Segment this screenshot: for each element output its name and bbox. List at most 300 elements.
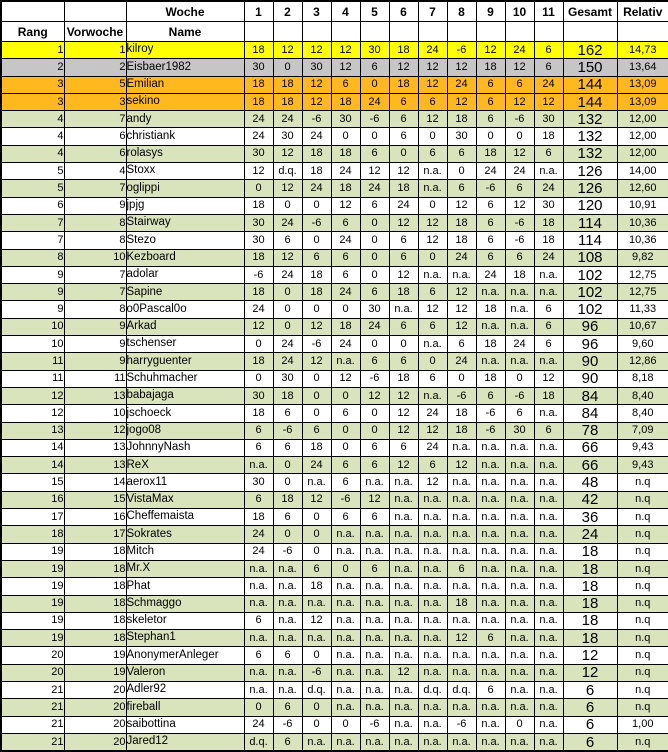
cell-rang[interactable]: 15: [1, 474, 64, 491]
cell-week-3[interactable]: 6: [302, 422, 331, 439]
cell-gesamt[interactable]: 18: [563, 543, 617, 560]
cell-week-4[interactable]: 12: [331, 59, 360, 76]
cell-relativ[interactable]: 8,40: [617, 387, 668, 404]
cell-week-3[interactable]: 0: [302, 301, 331, 318]
cell-week-2[interactable]: n.a.: [273, 578, 302, 595]
cell-week-8[interactable]: 12: [447, 318, 476, 335]
cell-relativ[interactable]: n.q: [617, 664, 668, 681]
cell-gesamt[interactable]: 36: [563, 509, 617, 526]
cell-week-6[interactable]: n.a.: [389, 733, 418, 751]
cell-week-2[interactable]: 0: [273, 474, 302, 491]
cell-week-11[interactable]: n.a.: [534, 266, 563, 283]
cell-week-9[interactable]: 6: [476, 93, 505, 110]
cell-week-7[interactable]: n.a.: [418, 266, 447, 283]
cell-week-5[interactable]: 6: [360, 145, 389, 162]
cell-week-5[interactable]: 6: [360, 560, 389, 577]
cell-week-4[interactable]: 18: [331, 145, 360, 162]
cell-week-8[interactable]: 12: [447, 93, 476, 110]
cell-week-9[interactable]: n.a.: [476, 699, 505, 716]
cell-week-11[interactable]: 18: [534, 214, 563, 231]
cell-vorwoche[interactable]: 18: [64, 595, 126, 612]
header-week-9[interactable]: 9: [476, 1, 505, 22]
cell-week-2[interactable]: 6: [273, 699, 302, 716]
cell-name[interactable]: Adler92: [126, 681, 244, 698]
cell-rang[interactable]: 4: [1, 145, 64, 162]
cell-gesamt[interactable]: 84: [563, 387, 617, 404]
cell-relativ[interactable]: 13,09: [617, 93, 668, 110]
cell-week-10[interactable]: n.a.: [505, 284, 534, 301]
cell-rang[interactable]: 21: [1, 681, 64, 698]
cell-week-1[interactable]: n.a.: [244, 457, 273, 474]
cell-week-2[interactable]: 18: [273, 387, 302, 404]
cell-name[interactable]: Emilian: [126, 76, 244, 93]
cell-gesamt[interactable]: 96: [563, 336, 617, 353]
cell-week-2[interactable]: 24: [273, 266, 302, 283]
cell-name[interactable]: Mitch: [126, 543, 244, 560]
cell-week-1[interactable]: 6: [244, 612, 273, 629]
cell-week-2[interactable]: 12: [273, 249, 302, 266]
cell-week-2[interactable]: 6: [273, 733, 302, 751]
cell-week-3[interactable]: 18: [302, 266, 331, 283]
cell-week-10[interactable]: n.a.: [505, 491, 534, 508]
cell-week-9[interactable]: n.a.: [476, 457, 505, 474]
cell-week-9[interactable]: 6: [476, 249, 505, 266]
cell-relativ[interactable]: 9,60: [617, 336, 668, 353]
cell-week-5[interactable]: 24: [360, 318, 389, 335]
cell-week-2[interactable]: n.a.: [273, 560, 302, 577]
cell-week-8[interactable]: n.a.: [447, 543, 476, 560]
cell-gesamt[interactable]: 6: [563, 716, 617, 733]
cell-name[interactable]: Sokrates: [126, 526, 244, 543]
cell-rang[interactable]: 4: [1, 128, 64, 145]
cell-week-5[interactable]: n.a.: [360, 664, 389, 681]
cell-week-3[interactable]: 0: [302, 716, 331, 733]
cell-gesamt[interactable]: 102: [563, 301, 617, 318]
cell-name[interactable]: Schuhmacher: [126, 370, 244, 387]
cell-week-2[interactable]: 0: [273, 197, 302, 214]
cell-week-4[interactable]: 6: [331, 214, 360, 231]
cell-name[interactable]: Schmaggo: [126, 595, 244, 612]
cell-week-5[interactable]: n.a.: [360, 578, 389, 595]
cell-rang[interactable]: 1: [1, 42, 64, 59]
cell-week-4[interactable]: 18: [331, 180, 360, 197]
cell-name[interactable]: skeletor: [126, 612, 244, 629]
cell-week-10[interactable]: n.a.: [505, 560, 534, 577]
cell-week-6[interactable]: n.a.: [389, 578, 418, 595]
cell-week-6[interactable]: n.a.: [389, 474, 418, 491]
cell-relativ[interactable]: n.q: [617, 526, 668, 543]
cell-relativ[interactable]: 10,91: [617, 197, 668, 214]
cell-week-6[interactable]: n.a.: [389, 630, 418, 647]
cell-week-3[interactable]: 18: [302, 145, 331, 162]
cell-relativ[interactable]: 10,36: [617, 232, 668, 249]
cell-week-9[interactable]: n.a.: [476, 543, 505, 560]
cell-rang[interactable]: 20: [1, 647, 64, 664]
cell-rang[interactable]: 19: [1, 578, 64, 595]
cell-relativ[interactable]: 9,43: [617, 457, 668, 474]
cell-week-6[interactable]: 18: [389, 76, 418, 93]
cell-week-7[interactable]: n.a.: [418, 491, 447, 508]
cell-gesamt[interactable]: 132: [563, 128, 617, 145]
cell-week-8[interactable]: 0: [447, 163, 476, 180]
cell-week-11[interactable]: n.a.: [534, 595, 563, 612]
cell-relativ[interactable]: 12,86: [617, 353, 668, 370]
cell-week-9[interactable]: n.a.: [476, 716, 505, 733]
cell-week-7[interactable]: 24: [418, 439, 447, 456]
cell-week-2[interactable]: 18: [273, 76, 302, 93]
cell-gesamt[interactable]: 6: [563, 681, 617, 698]
cell-name[interactable]: Valeron: [126, 664, 244, 681]
cell-week-10[interactable]: 0: [505, 716, 534, 733]
cell-week-6[interactable]: n.a.: [389, 647, 418, 664]
cell-week-10[interactable]: n.a.: [505, 699, 534, 716]
cell-week-1[interactable]: 6: [244, 439, 273, 456]
cell-week-2[interactable]: 6: [273, 647, 302, 664]
cell-week-4[interactable]: 24: [331, 232, 360, 249]
header-week-3[interactable]: 3: [302, 1, 331, 22]
cell-week-4[interactable]: n.a.: [331, 543, 360, 560]
cell-gesamt[interactable]: 126: [563, 163, 617, 180]
cell-gesamt[interactable]: 144: [563, 76, 617, 93]
cell-relativ[interactable]: n.q: [617, 699, 668, 716]
cell-week-7[interactable]: 12: [418, 232, 447, 249]
cell-week-9[interactable]: 6: [476, 387, 505, 404]
cell-relativ[interactable]: 12,00: [617, 128, 668, 145]
cell-week-6[interactable]: n.a.: [389, 560, 418, 577]
cell-rang[interactable]: 19: [1, 560, 64, 577]
cell-week-6[interactable]: n.a.: [389, 301, 418, 318]
cell-week-10[interactable]: 24: [505, 163, 534, 180]
cell-week-4[interactable]: 0: [331, 560, 360, 577]
header-week-8[interactable]: 8: [447, 1, 476, 22]
cell-vorwoche[interactable]: 16: [64, 509, 126, 526]
header-week-5[interactable]: 5: [360, 1, 389, 22]
cell-week-7[interactable]: n.a.: [418, 647, 447, 664]
cell-week-3[interactable]: n.a.: [302, 595, 331, 612]
cell-week-7[interactable]: n.a.: [418, 612, 447, 629]
cell-gesamt[interactable]: 18: [563, 578, 617, 595]
cell-week-2[interactable]: 0: [273, 318, 302, 335]
cell-gesamt[interactable]: 114: [563, 232, 617, 249]
cell-week-9[interactable]: 0: [476, 128, 505, 145]
cell-week-1[interactable]: 0: [244, 699, 273, 716]
cell-week-7[interactable]: n.a.: [418, 336, 447, 353]
cell-week-3[interactable]: 12: [302, 318, 331, 335]
cell-week-5[interactable]: 12: [360, 163, 389, 180]
cell-week-1[interactable]: 30: [244, 214, 273, 231]
cell-name[interactable]: jschoeck: [126, 405, 244, 422]
cell-week-7[interactable]: 12: [418, 59, 447, 76]
cell-week-3[interactable]: 0: [302, 232, 331, 249]
cell-vorwoche[interactable]: 20: [64, 681, 126, 698]
cell-week-5[interactable]: -6: [360, 111, 389, 128]
header-week-blank[interactable]: [302, 22, 331, 42]
cell-week-1[interactable]: 30: [244, 387, 273, 404]
cell-week-3[interactable]: -6: [302, 214, 331, 231]
cell-name[interactable]: harryguenter: [126, 353, 244, 370]
cell-week-5[interactable]: n.a.: [360, 733, 389, 751]
cell-week-7[interactable]: 6: [418, 457, 447, 474]
cell-week-10[interactable]: n.a.: [505, 526, 534, 543]
cell-week-5[interactable]: 0: [360, 214, 389, 231]
cell-week-11[interactable]: n.a.: [534, 716, 563, 733]
cell-week-4[interactable]: 6: [331, 474, 360, 491]
cell-week-2[interactable]: 6: [273, 232, 302, 249]
cell-name[interactable]: Stephan1: [126, 630, 244, 647]
cell-week-6[interactable]: 6: [389, 353, 418, 370]
cell-gesamt[interactable]: 90: [563, 370, 617, 387]
cell-week-8[interactable]: 12: [447, 197, 476, 214]
cell-week-8[interactable]: n.a.: [447, 491, 476, 508]
cell-week-6[interactable]: 12: [389, 457, 418, 474]
cell-week-8[interactable]: n.a.: [447, 266, 476, 283]
cell-rang[interactable]: 5: [1, 163, 64, 180]
cell-week-10[interactable]: 12: [505, 59, 534, 76]
cell-week-10[interactable]: 6: [505, 76, 534, 93]
cell-vorwoche[interactable]: 13: [64, 439, 126, 456]
cell-week-11[interactable]: n.a.: [534, 353, 563, 370]
cell-week-1[interactable]: 30: [244, 59, 273, 76]
cell-week-11[interactable]: n.a.: [534, 405, 563, 422]
cell-week-10[interactable]: 6: [505, 405, 534, 422]
cell-vorwoche[interactable]: 10: [64, 249, 126, 266]
cell-week-2[interactable]: -6: [273, 543, 302, 560]
cell-week-5[interactable]: 0: [360, 128, 389, 145]
cell-week-9[interactable]: n.a.: [476, 318, 505, 335]
cell-week-3[interactable]: 18: [302, 284, 331, 301]
cell-week-1[interactable]: 18: [244, 284, 273, 301]
cell-vorwoche[interactable]: 20: [64, 716, 126, 733]
cell-week-10[interactable]: 12: [505, 93, 534, 110]
cell-gesamt[interactable]: 18: [563, 560, 617, 577]
cell-week-1[interactable]: n.a.: [244, 681, 273, 698]
cell-gesamt[interactable]: 120: [563, 197, 617, 214]
cell-week-4[interactable]: 30: [331, 111, 360, 128]
cell-rang[interactable]: 21: [1, 699, 64, 716]
cell-name[interactable]: aerox11: [126, 474, 244, 491]
cell-week-10[interactable]: n.a.: [505, 578, 534, 595]
cell-week-8[interactable]: n.a.: [447, 578, 476, 595]
cell-gesamt[interactable]: 18: [563, 630, 617, 647]
cell-week-8[interactable]: 6: [447, 560, 476, 577]
cell-week-3[interactable]: 12: [302, 76, 331, 93]
cell-week-8[interactable]: 0: [447, 370, 476, 387]
cell-week-7[interactable]: 6: [418, 318, 447, 335]
cell-name[interactable]: rolasys: [126, 145, 244, 162]
cell-week-6[interactable]: 0: [389, 336, 418, 353]
cell-name[interactable]: babajaga: [126, 387, 244, 404]
cell-week-2[interactable]: -6: [273, 422, 302, 439]
cell-week-2[interactable]: 24: [273, 353, 302, 370]
cell-name[interactable]: JohnnyNash: [126, 439, 244, 456]
cell-week-1[interactable]: 0: [244, 370, 273, 387]
cell-week-9[interactable]: 18: [476, 301, 505, 318]
cell-week-8[interactable]: -6: [447, 716, 476, 733]
cell-rang[interactable]: 9: [1, 266, 64, 283]
cell-week-3[interactable]: 12: [302, 93, 331, 110]
cell-week-4[interactable]: n.a.: [331, 681, 360, 698]
cell-week-8[interactable]: 18: [447, 232, 476, 249]
cell-week-10[interactable]: n.a.: [505, 353, 534, 370]
cell-week-8[interactable]: n.a.: [447, 439, 476, 456]
cell-week-3[interactable]: 12: [302, 612, 331, 629]
cell-gesamt[interactable]: 18: [563, 595, 617, 612]
cell-name[interactable]: AnonymerAnleger: [126, 647, 244, 664]
cell-week-1[interactable]: 12: [244, 318, 273, 335]
cell-week-2[interactable]: 6: [273, 405, 302, 422]
cell-week-9[interactable]: n.a.: [476, 560, 505, 577]
cell-week-6[interactable]: 12: [389, 59, 418, 76]
cell-week-9[interactable]: 6: [476, 76, 505, 93]
cell-week-1[interactable]: 18: [244, 93, 273, 110]
cell-week-1[interactable]: 18: [244, 76, 273, 93]
header-week-10[interactable]: 10: [505, 1, 534, 22]
cell-week-7[interactable]: n.a.: [418, 543, 447, 560]
cell-gesamt[interactable]: 150: [563, 59, 617, 76]
cell-week-10[interactable]: n.a.: [505, 474, 534, 491]
cell-week-11[interactable]: n.a.: [534, 491, 563, 508]
cell-week-5[interactable]: 12: [360, 491, 389, 508]
cell-rang[interactable]: 19: [1, 543, 64, 560]
cell-week-4[interactable]: 6: [331, 76, 360, 93]
cell-week-5[interactable]: 0: [360, 266, 389, 283]
cell-vorwoche[interactable]: 8: [64, 301, 126, 318]
cell-week-2[interactable]: n.a.: [273, 681, 302, 698]
cell-relativ[interactable]: n.q: [617, 647, 668, 664]
cell-name[interactable]: Arkad: [126, 318, 244, 335]
cell-week-11[interactable]: 30: [534, 111, 563, 128]
cell-vorwoche[interactable]: 18: [64, 543, 126, 560]
cell-vorwoche[interactable]: 1: [64, 42, 126, 59]
cell-week-7[interactable]: n.a.: [418, 578, 447, 595]
cell-week-10[interactable]: 18: [505, 266, 534, 283]
cell-week-6[interactable]: 18: [389, 370, 418, 387]
cell-vorwoche[interactable]: 7: [64, 284, 126, 301]
cell-week-8[interactable]: 24: [447, 249, 476, 266]
cell-rang[interactable]: 3: [1, 76, 64, 93]
cell-week-10[interactable]: 6: [505, 249, 534, 266]
cell-vorwoche[interactable]: 18: [64, 578, 126, 595]
header-blank-vorwoche[interactable]: [64, 1, 126, 22]
header-week-blank[interactable]: [360, 22, 389, 42]
cell-name[interactable]: jpjg: [126, 197, 244, 214]
cell-week-3[interactable]: 0: [302, 647, 331, 664]
header-week-blank[interactable]: [505, 22, 534, 42]
cell-week-6[interactable]: n.a.: [389, 612, 418, 629]
header-week-blank[interactable]: [534, 22, 563, 42]
cell-name[interactable]: Cheffemaista: [126, 509, 244, 526]
cell-week-10[interactable]: -6: [505, 232, 534, 249]
header-week-blank[interactable]: [418, 22, 447, 42]
cell-week-1[interactable]: 30: [244, 232, 273, 249]
cell-gesamt[interactable]: 42: [563, 491, 617, 508]
cell-week-3[interactable]: 0: [302, 543, 331, 560]
cell-week-3[interactable]: 6: [302, 560, 331, 577]
cell-week-11[interactable]: 6: [534, 422, 563, 439]
cell-week-4[interactable]: 24: [331, 336, 360, 353]
cell-week-8[interactable]: n.a.: [447, 474, 476, 491]
cell-week-2[interactable]: 12: [273, 42, 302, 59]
cell-week-4[interactable]: 24: [331, 284, 360, 301]
cell-week-9[interactable]: n.a.: [476, 578, 505, 595]
cell-week-9[interactable]: n.a.: [476, 509, 505, 526]
cell-gesamt[interactable]: 108: [563, 249, 617, 266]
cell-week-4[interactable]: n.a.: [331, 699, 360, 716]
cell-name[interactable]: o0Pascal0o: [126, 301, 244, 318]
cell-week-8[interactable]: n.a.: [447, 612, 476, 629]
cell-rang[interactable]: 17: [1, 509, 64, 526]
cell-week-5[interactable]: 24: [360, 180, 389, 197]
cell-week-7[interactable]: 12: [418, 422, 447, 439]
cell-week-3[interactable]: 0: [302, 387, 331, 404]
cell-week-11[interactable]: n.a.: [534, 733, 563, 751]
cell-name[interactable]: Phat: [126, 578, 244, 595]
cell-week-10[interactable]: 12: [505, 197, 534, 214]
cell-week-1[interactable]: 24: [244, 301, 273, 318]
cell-vorwoche[interactable]: 11: [64, 370, 126, 387]
cell-week-3[interactable]: n.a.: [302, 474, 331, 491]
cell-week-11[interactable]: n.a.: [534, 647, 563, 664]
cell-relativ[interactable]: n.q: [617, 630, 668, 647]
cell-week-5[interactable]: 12: [360, 387, 389, 404]
cell-week-11[interactable]: n.a.: [534, 439, 563, 456]
cell-week-4[interactable]: n.a.: [331, 578, 360, 595]
cell-rang[interactable]: 4: [1, 111, 64, 128]
cell-week-9[interactable]: n.a.: [476, 595, 505, 612]
header-week-11[interactable]: 11: [534, 1, 563, 22]
cell-week-3[interactable]: 18: [302, 163, 331, 180]
cell-week-10[interactable]: 0: [505, 128, 534, 145]
cell-week-3[interactable]: 0: [302, 405, 331, 422]
cell-week-11[interactable]: n.a.: [534, 612, 563, 629]
cell-week-7[interactable]: 12: [418, 111, 447, 128]
cell-week-2[interactable]: 12: [273, 145, 302, 162]
cell-week-9[interactable]: n.a.: [476, 612, 505, 629]
cell-week-9[interactable]: n.a.: [476, 284, 505, 301]
cell-relativ[interactable]: 14,73: [617, 42, 668, 59]
cell-rang[interactable]: 12: [1, 405, 64, 422]
cell-week-1[interactable]: n.a.: [244, 595, 273, 612]
cell-relativ[interactable]: n.q: [617, 578, 668, 595]
cell-week-1[interactable]: 24: [244, 543, 273, 560]
header-week-blank[interactable]: [331, 22, 360, 42]
cell-week-7[interactable]: 0: [418, 197, 447, 214]
cell-week-4[interactable]: n.a.: [331, 612, 360, 629]
cell-week-2[interactable]: 18: [273, 491, 302, 508]
cell-week-3[interactable]: n.a.: [302, 733, 331, 751]
cell-rang[interactable]: 10: [1, 336, 64, 353]
cell-week-10[interactable]: n.a.: [505, 457, 534, 474]
cell-vorwoche[interactable]: 9: [64, 336, 126, 353]
cell-week-10[interactable]: n.a.: [505, 301, 534, 318]
cell-week-5[interactable]: n.a.: [360, 699, 389, 716]
cell-week-3[interactable]: 30: [302, 59, 331, 76]
cell-week-4[interactable]: 6: [331, 249, 360, 266]
header-relativ[interactable]: Relativ: [617, 1, 668, 22]
cell-name[interactable]: jogo08: [126, 422, 244, 439]
cell-week-7[interactable]: n.a.: [418, 387, 447, 404]
cell-week-1[interactable]: 18: [244, 197, 273, 214]
cell-week-8[interactable]: n.a.: [447, 647, 476, 664]
cell-vorwoche[interactable]: 12: [64, 422, 126, 439]
cell-week-10[interactable]: 12: [505, 145, 534, 162]
cell-vorwoche[interactable]: 9: [64, 353, 126, 370]
cell-relativ[interactable]: 9,82: [617, 249, 668, 266]
cell-gesamt[interactable]: 24: [563, 526, 617, 543]
cell-week-11[interactable]: n.a.: [534, 681, 563, 698]
cell-gesamt[interactable]: 162: [563, 42, 617, 59]
cell-week-5[interactable]: 30: [360, 301, 389, 318]
